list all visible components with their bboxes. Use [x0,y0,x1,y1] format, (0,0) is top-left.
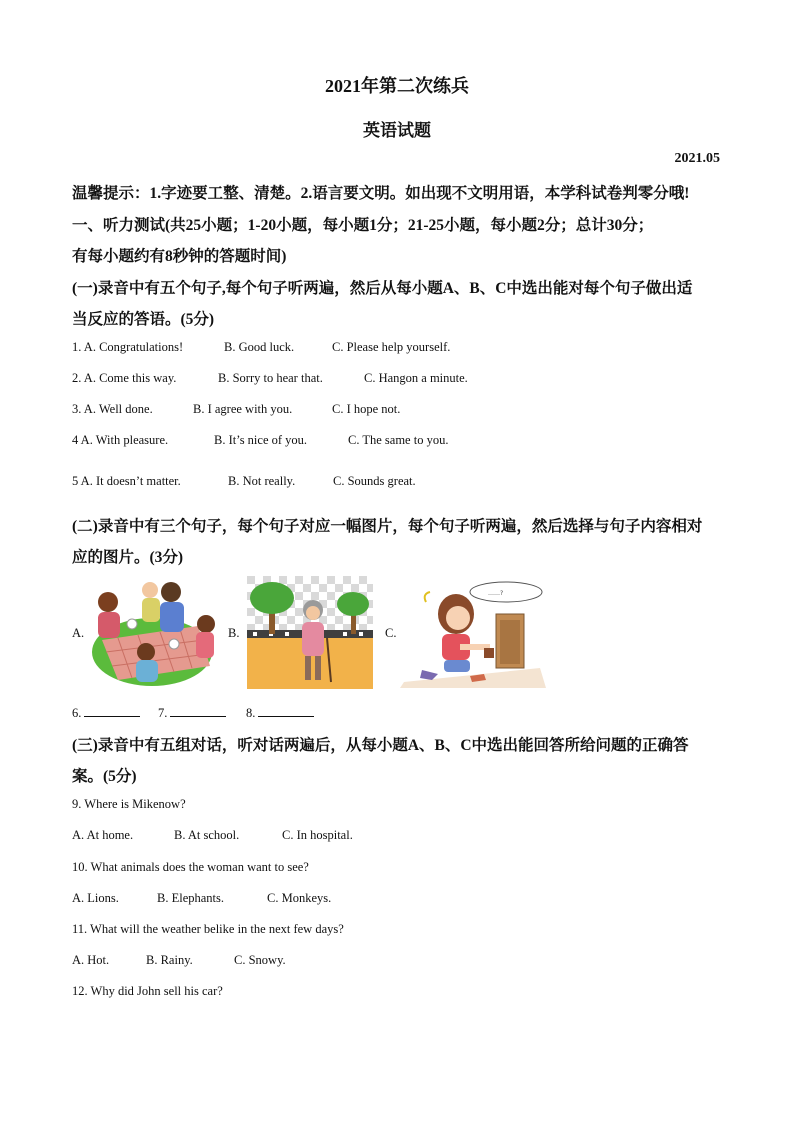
q9-option-a: A. At home. [72,828,134,842]
q4-option-c: C. The same to you. [348,433,449,447]
q2-option-c: C. Hangon a minute. [364,371,468,385]
answer-blank-8[interactable] [246,704,314,721]
answer-blank-6[interactable] [72,704,140,721]
q3-option-a: 3. A. Well done. [72,402,153,416]
q5-option-b: B. Not really. [228,474,296,488]
q1-option-b: B. Good luck. [224,340,295,354]
q3-option-b: B. I agree with you. [193,402,293,416]
q9-option-b: B. At school. [174,828,240,842]
picture-label-b: B. [228,626,240,640]
section1-heading-line1: (一)录音中有五个句子,每个句子听两遍，然后从每小题A、B、C中选出能对每个句子做出适 [72,280,693,297]
picture-label-a: A. [72,626,85,640]
svg-text:……?: ……? [488,590,504,597]
q4-option-a: 4 A. With pleasure. [72,433,169,447]
q3-option-c: C. I hope not. [332,402,401,416]
answer-blank-8-label: 8. [246,706,256,720]
section3-heading-line1: (三)录音中有五组对话，听对话两遍后，从每小题A、B、C中选出能回答所给问题的正确答 [72,737,689,754]
answer-blank-6-label: 6. [72,706,82,720]
q12-question: 12. Why did John sell his car? [72,984,223,998]
part1-heading-line2: 有每小题约有8秒钟的答题时间) [72,248,287,265]
q9-question: 9. Where is Mikenow? [72,797,186,811]
part1-heading-line1: 一、听力测试(共25小题；1-20小题，每小题1分；21-25小题，每小题2分；总计30分； [72,217,654,234]
section2-heading-line2: 应的图片。(3分) [72,549,184,566]
q5-option-c: C. Sounds great. [333,474,416,488]
q2-option-a: 2. A. Come this way. [72,371,177,385]
q11-question: 11. What will the weather belike in the next few days? [72,922,344,936]
q11-option-a: A. Hot. [72,953,110,967]
q2-option-b: B. Sorry to hear that. [218,371,323,385]
q4-option-b: B. It’s nice of you. [214,433,308,447]
section3-heading-line2: 案。(5分) [72,768,137,785]
exam-date: 2021.05 [674,151,720,166]
page-title: 2021年第二次练兵 [325,76,469,96]
grandma-walking-picture [247,576,373,689]
q10-question: 10. What animals does the woman want to see? [72,860,309,874]
picnic-picture [88,580,218,690]
q10-option-c: C. Monkeys. [267,891,332,905]
section2-heading-line1: (二)录音中有三个句子，每个句子对应一幅图片，每个句子听两遍，然后选择与句子内容相对 [72,518,703,535]
q5-option-a: 5 A. It doesn’t matter. [72,474,181,488]
picture-label-c: C. [385,626,397,640]
warm-tip: 温馨提示：1.字迹要工整、清楚。2.语言要文明。如出现不文明用语，本学科试卷判零分哦! [72,185,690,202]
girl-looking-for-shoes-picture [400,578,550,688]
q1-option-a: 1. A. Congratulations! [72,340,184,354]
section1-heading-line2: 当反应的答语。(5分) [72,311,215,328]
answer-blank-7-label: 7. [158,706,168,720]
q11-option-c: C. Snowy. [234,953,286,967]
q9-option-c: C. In hospital. [282,828,353,842]
answer-blank-7[interactable] [158,704,226,721]
q10-option-b: B. Elephants. [157,891,225,905]
page-subtitle: 英语试题 [363,121,431,140]
q10-option-a: A. Lions. [72,891,119,905]
q11-option-b: B. Rainy. [146,953,193,967]
q1-option-c: C. Please help yourself. [332,340,451,354]
